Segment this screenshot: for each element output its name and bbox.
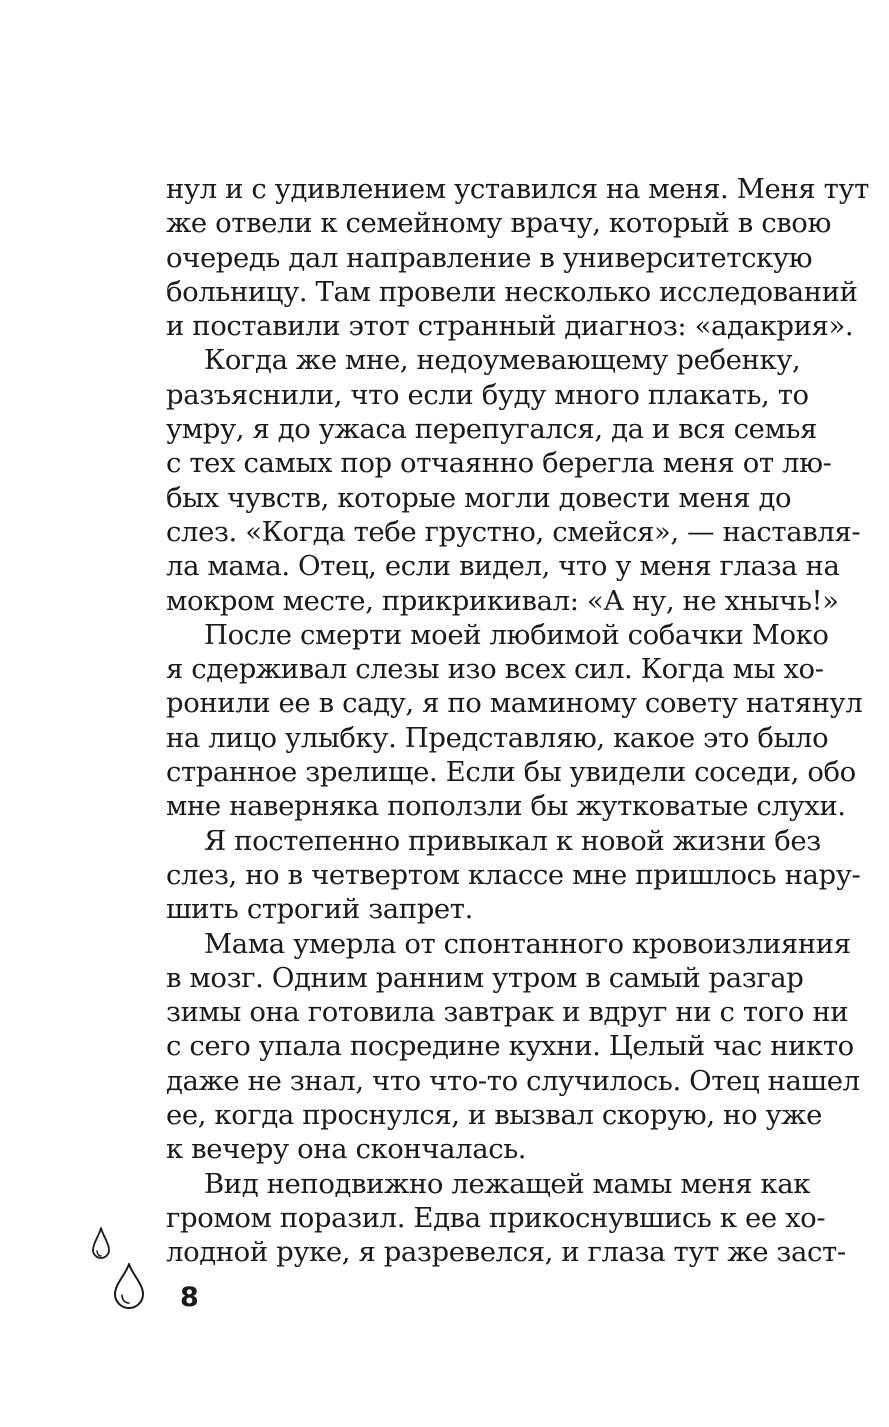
paragraph-first-line: Вид неподвижно лежащей мамы меня как	[204, 1167, 810, 1200]
text-line: нул и с удивлением уставился на меня. Меня тут	[166, 173, 869, 205]
text-line: же отвели к семейному врачу, который в свою	[166, 207, 831, 240]
text-line: очередь дал направление в университетскую	[166, 241, 813, 274]
paragraph-first-line: Когда же мне, недоумевающему ребенку,	[204, 344, 801, 377]
page-number: 8	[180, 1282, 199, 1313]
text-line: слез. «Когда тебе грустно, смейся», — наставля-	[166, 515, 861, 548]
text-line: в мозг. Одним ранним утром в самый разгар	[166, 961, 804, 994]
paragraph-first-line: После смерти моей любимой собачки Моко	[204, 618, 829, 651]
body-text	[166, 172, 869, 1270]
text-line: слез, но в четвертом классе мне пришлось нару-	[166, 858, 861, 891]
text-line: с тех самых пор отчаянно берегла меня от лю-	[166, 447, 832, 480]
text-line: мне наверняка поползли бы жутковатые слухи.	[166, 790, 846, 823]
text-line: с сего упала посредине кухни. Целый час никто	[166, 1030, 854, 1063]
text-line: громом поразил. Едва прикоснувшись к ее хо-	[166, 1201, 826, 1234]
text-line: на лицо улыбку. Представляю, какое это было	[166, 721, 829, 754]
text-line: больницу. Там провели несколько исследований	[166, 275, 858, 308]
text-line: лодной руке, я разревелся, и глаза тут же заст-	[166, 1236, 846, 1269]
text-line: зимы она готовила завтрак и вдруг ни с того ни	[166, 996, 849, 1029]
text-line: шить строгий запрет.	[166, 893, 473, 926]
teardrop-large-icon	[111, 1262, 147, 1310]
text-line: ла мама. Отец, если видел, что у меня глаза на	[166, 550, 840, 583]
text-line: и поставили этот странный диагноз: «адакрия».	[166, 310, 854, 343]
text-line: странное зрелище. Если бы увидели соседи, обо	[166, 756, 856, 789]
teardrop-small-icon	[90, 1226, 112, 1262]
text-line: даже не знал, что что-то случилось. Отец нашел	[166, 1064, 860, 1097]
paragraph-first-line: Мама умерла от спонтанного кровоизлияния	[204, 927, 851, 960]
paragraph-first-line: Я постепенно привыкал к новой жизни без	[204, 824, 821, 857]
text-line: разъяснили, что если буду много плакать, то	[166, 378, 809, 411]
text-line: ронили ее в саду, я по маминому совету натянул	[166, 687, 863, 720]
text-line: мокром месте, прикрикивал: «А ну, не хнычь!»	[166, 584, 839, 617]
text-line: к вечеру она скончалась.	[166, 1133, 527, 1166]
text-line: я сдерживал слезы изо всех сил. Когда мы хо-	[166, 653, 824, 686]
text-line: бых чувств, которые могли довести меня до	[166, 481, 792, 514]
text-line: умру, я до ужаса перепугался, да и вся семья	[166, 413, 817, 446]
text-line: ее, когда проснулся, и вызвал скорую, но уже	[166, 1099, 823, 1132]
